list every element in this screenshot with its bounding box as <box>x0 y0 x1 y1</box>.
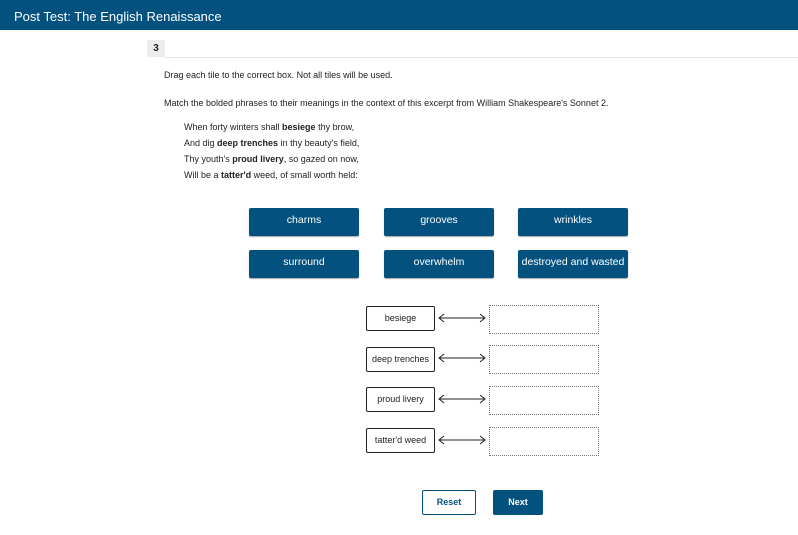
poem-bold-phrase: besiege <box>282 122 316 132</box>
term-besiege: besiege <box>366 306 435 331</box>
poem-bold-phrase: deep trenches <box>217 138 279 148</box>
double-arrow-icon <box>437 435 487 445</box>
term-deep-trenches: deep trenches <box>366 347 435 372</box>
poem-bold-phrase: proud livery <box>232 154 284 164</box>
term-proud-livery: proud livery <box>366 387 435 412</box>
app-header <box>0 0 798 30</box>
poem-line-after: weed, of small worth held: <box>251 170 358 180</box>
instruction-text: Drag each tile to the correct box. Not all tiles will be used. <box>164 70 393 80</box>
poem-line-after: thy brow, <box>315 122 355 132</box>
poem-line-after: in thy beauty's field, <box>278 138 360 148</box>
poem-line-before: Thy youth's <box>184 154 233 164</box>
drop-box[interactable] <box>489 345 599 374</box>
poem-line-before: When forty winters shall <box>184 122 283 132</box>
prompt-text: Match the bolded phrases to their meanings in the context of this excerpt from William Shakespeare's Sonnet 2. <box>164 98 609 108</box>
double-arrow-icon <box>437 313 487 323</box>
double-arrow-icon <box>437 353 487 363</box>
poem-line-before: Will be a <box>184 170 222 180</box>
poem-line-after: , so gazed on now, <box>283 154 359 164</box>
tile-overwhelm[interactable]: overwhelm <box>384 250 494 278</box>
reset-button[interactable]: Reset <box>422 490 476 515</box>
drop-box[interactable] <box>489 386 599 415</box>
poem-line <box>184 122 354 132</box>
poem-line-before: And dig <box>184 138 218 148</box>
drop-box[interactable] <box>489 305 599 334</box>
tile-destroyed-and-wasted[interactable]: destroyed and wasted <box>518 250 628 278</box>
tile-grooves[interactable]: grooves <box>384 208 494 236</box>
poem-line <box>184 154 359 164</box>
tile-charms[interactable]: charms <box>249 208 359 236</box>
poem-bold-phrase: tatter'd <box>221 170 252 180</box>
poem-line <box>184 138 359 148</box>
tile-wrinkles[interactable]: wrinkles <box>518 208 628 236</box>
next-button[interactable]: Next <box>493 490 543 515</box>
page-title: Post Test: The English Renaissance <box>14 9 222 24</box>
drop-box[interactable] <box>489 427 599 456</box>
term-tatterd-weed: tatter'd weed <box>366 428 435 453</box>
tile-surround[interactable]: surround <box>249 250 359 278</box>
double-arrow-icon <box>437 394 487 404</box>
poem-line <box>184 170 358 180</box>
question-number: 3 <box>147 40 165 57</box>
divider <box>165 57 798 58</box>
